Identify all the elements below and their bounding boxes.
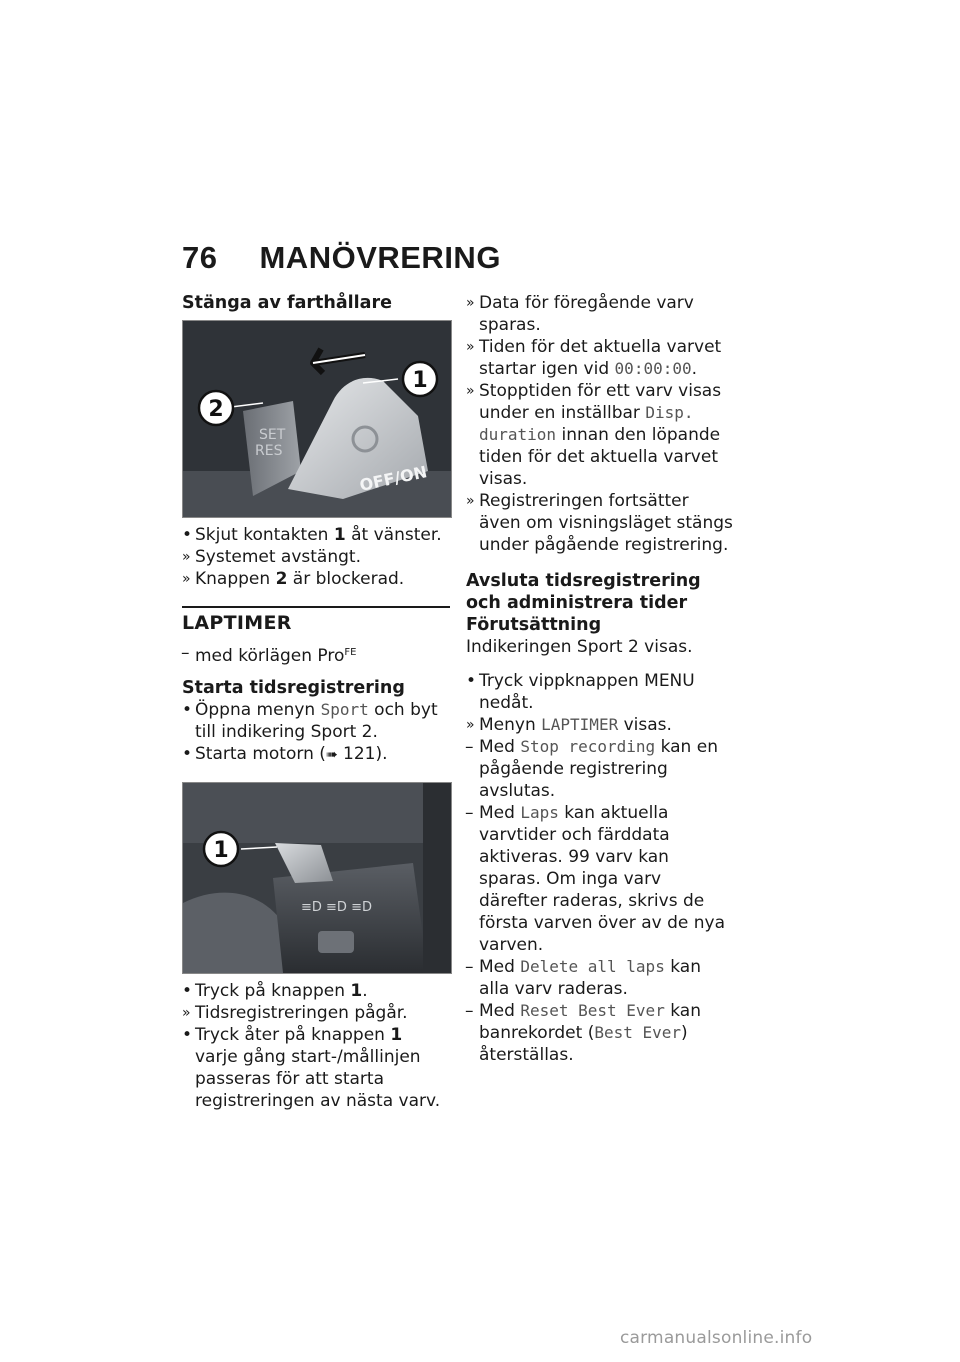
result-laptimer-menu: [466, 714, 734, 736]
step-text: Tryck på knappen: [195, 981, 351, 1001]
dash-marker: –: [465, 1001, 474, 1021]
laptimer-button-figure: [182, 782, 452, 974]
callout-1-number: 1: [412, 368, 428, 393]
option-text: Med: [479, 803, 521, 823]
result-arrow-icon: »: [466, 383, 475, 399]
step-text: varje gång start-/mållinjen passeras för att starta registreringen av nästa varv.: [195, 1047, 441, 1111]
option-stop-recording: [466, 736, 734, 802]
action-bullet-icon: •: [466, 671, 477, 691]
result-text: innan den löpande tiden för det aktuella varvet visas.: [479, 425, 721, 489]
dash-marker: –: [465, 737, 474, 757]
page-reference[interactable]: 121: [343, 744, 376, 764]
chapter-title: MANÖVRERING: [259, 240, 501, 275]
res-label: RES: [255, 443, 283, 459]
result-text: visas.: [618, 715, 672, 735]
action-bullet-icon: •: [182, 744, 193, 764]
step-text: Starta motorn (: [195, 744, 326, 764]
option-text: Med: [479, 1001, 521, 1021]
item-ref: 2: [275, 569, 288, 589]
prerequisite-text: Indikeringen Sport 2 visas.: [466, 637, 693, 657]
result-lap-time-restart: [466, 336, 734, 380]
condition-text: med körlägen Pro: [195, 646, 345, 666]
cruise-control-switch-illustration: [183, 321, 451, 517]
rocker-switch: [318, 931, 354, 953]
menu-code: Laps: [520, 803, 559, 822]
step-open-menu: [182, 699, 450, 743]
result-button-blocked: [182, 568, 450, 590]
result-text: Menyn: [479, 715, 542, 735]
action-bullet-icon: •: [182, 525, 193, 545]
step-text: Skjut kontakten: [195, 525, 334, 545]
result-arrow-icon: »: [466, 295, 475, 311]
callout-2-number: 2: [208, 397, 224, 422]
result-recording-continues: [466, 490, 734, 556]
light-symbols-icon: ≡D ≡D ≡D: [301, 900, 372, 915]
step-text: Tryck åter på knappen: [195, 1025, 391, 1045]
option-text: kan aktuella varvtider och färddata aktiveras. 99 varv kan sparas. Om inga varv därefter raderas, skrivs de första varven över av de nya varven.: [479, 803, 725, 955]
result-arrow-icon: »: [182, 571, 191, 587]
result-system-off: [182, 546, 450, 568]
item-ref: 1: [390, 1025, 403, 1045]
result-text: är blockerad.: [287, 569, 405, 589]
result-text: Stopptiden för ett varv visas under en inställbar: [479, 381, 722, 423]
action-bullet-icon: •: [182, 1025, 193, 1045]
step-text: .: [362, 981, 368, 1001]
condition-riding-mode: [182, 642, 450, 667]
step-press-button: [182, 980, 450, 1002]
section-heading-end-timing: Avsluta tidsregistrering och administrera tider: [466, 571, 701, 613]
menu-code: Best Ever: [594, 1023, 682, 1042]
dash-marker: –: [181, 643, 190, 663]
step-text: ).: [375, 744, 388, 764]
option-text: kan en pågående registrering avslutas.: [479, 737, 718, 801]
option-delete-all-laps: [466, 956, 734, 1000]
result-timing-running: [182, 1002, 450, 1024]
option-text: kan alla varv raderas.: [479, 957, 701, 999]
left-column: [182, 292, 450, 1112]
step-press-menu: [466, 670, 734, 714]
option-text: ) återställas.: [479, 1023, 688, 1065]
result-text: Tiden för det aktuella varvet startar igen vid: [479, 337, 722, 379]
option-text: Med: [479, 737, 521, 757]
result-arrow-icon: »: [466, 339, 475, 355]
menu-code: Delete all laps: [520, 957, 665, 976]
off-on-label: OFF/ON: [357, 462, 429, 495]
option-laps: [466, 802, 734, 956]
page-number: 76: [182, 240, 218, 275]
result-arrow-icon: »: [182, 1005, 191, 1021]
cruise-control-switch-figure: [182, 320, 452, 518]
menu-code: Sport: [320, 700, 369, 719]
setting-code: Disp. duration: [479, 403, 694, 444]
result-text: Tidsregistreringen pågår.: [195, 1003, 408, 1023]
action-bullet-icon: •: [182, 700, 193, 720]
step-press-again: [182, 1024, 450, 1112]
option-text: kan banrekordet (: [479, 1001, 701, 1043]
result-arrow-icon: »: [466, 717, 475, 733]
callout-1-number: 1: [213, 838, 229, 863]
section-heading-laptimer: LAPTIMER: [182, 606, 450, 634]
result-arrow-icon: »: [182, 549, 191, 565]
result-previous-lap-saved: [466, 292, 734, 336]
result-arrow-icon: »: [466, 493, 475, 509]
prerequisite-heading: Förutsättning: [466, 615, 602, 635]
set-label: SET: [259, 427, 286, 443]
laptimer-button-illustration: [183, 783, 451, 973]
step-text: Tryck vippknappen MENU nedåt.: [479, 671, 695, 713]
dash-marker: –: [465, 803, 474, 823]
result-text: Data för föregående varv sparas.: [479, 293, 694, 335]
option-reset-best-ever: [466, 1000, 734, 1066]
step-start-engine: [182, 743, 450, 766]
time-code: 00:00:00: [614, 359, 692, 378]
dash-marker: –: [465, 957, 474, 977]
result-text: Registreringen fortsätter även om visningsläget stängs under pågående registrering.: [479, 491, 733, 555]
result-text: Systemet avstängt.: [195, 547, 361, 567]
section-heading-start-timing: Starta tidsregistrering: [182, 678, 405, 698]
option-text: Med: [479, 957, 521, 977]
step-text: och byt till indikering Sport 2.: [195, 700, 438, 742]
item-ref: 1: [350, 981, 363, 1001]
result-text: Knappen: [195, 569, 276, 589]
fe-superscript: FE: [344, 647, 357, 658]
section-heading-cruise-off: Stänga av farthållare: [182, 293, 392, 313]
menu-code: Reset Best Ever: [520, 1001, 665, 1020]
step-text: Öppna menyn: [195, 700, 321, 720]
result-stop-time-display: [466, 380, 734, 490]
step-text: åt vänster.: [345, 525, 442, 545]
page-reference-arrow-icon: ➠: [325, 747, 338, 763]
page-title: [182, 240, 501, 276]
step-push-switch: [182, 524, 450, 546]
watermark: carmanualsonline.info: [620, 1328, 813, 1348]
action-bullet-icon: •: [182, 981, 193, 1001]
right-column: [466, 292, 734, 1066]
result-text: .: [691, 359, 698, 379]
menu-code: Stop recording: [520, 737, 656, 756]
item-ref: 1: [333, 525, 346, 545]
menu-code: LAPTIMER: [541, 715, 619, 734]
